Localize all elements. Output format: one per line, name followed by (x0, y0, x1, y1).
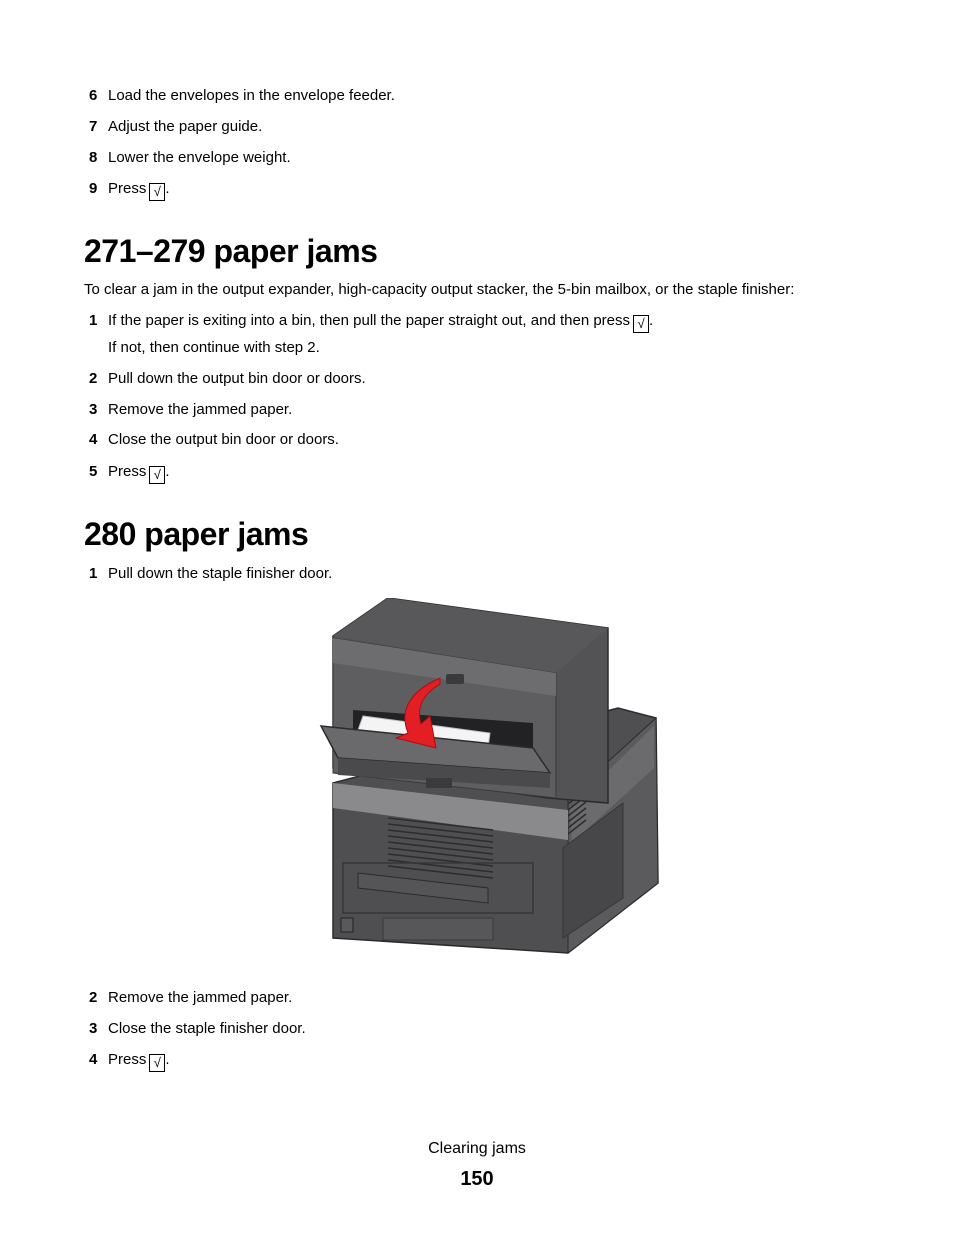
check-button-icon: √ (149, 466, 165, 484)
section-intro: To clear a jam in the output expander, high-capacity output stacker, the 5-bin mailbox, or the staple finisher: (84, 281, 795, 298)
step-text: Press (108, 180, 147, 197)
staple-finisher-door-open-illustration (318, 598, 663, 976)
section-title-271-279: 271–279 paper jams (84, 233, 378, 269)
check-button-icon: √ (149, 183, 165, 201)
check-button-icon: √ (149, 1054, 165, 1072)
check-button-icon: √ (633, 315, 649, 333)
section-title-280: 280 paper jams (84, 516, 309, 552)
s1-step-1-note: If not, then continue with step 2. (108, 339, 320, 356)
page-number: 150 (460, 1168, 494, 1190)
footer-chapter-title: Clearing jams (428, 1140, 526, 1157)
